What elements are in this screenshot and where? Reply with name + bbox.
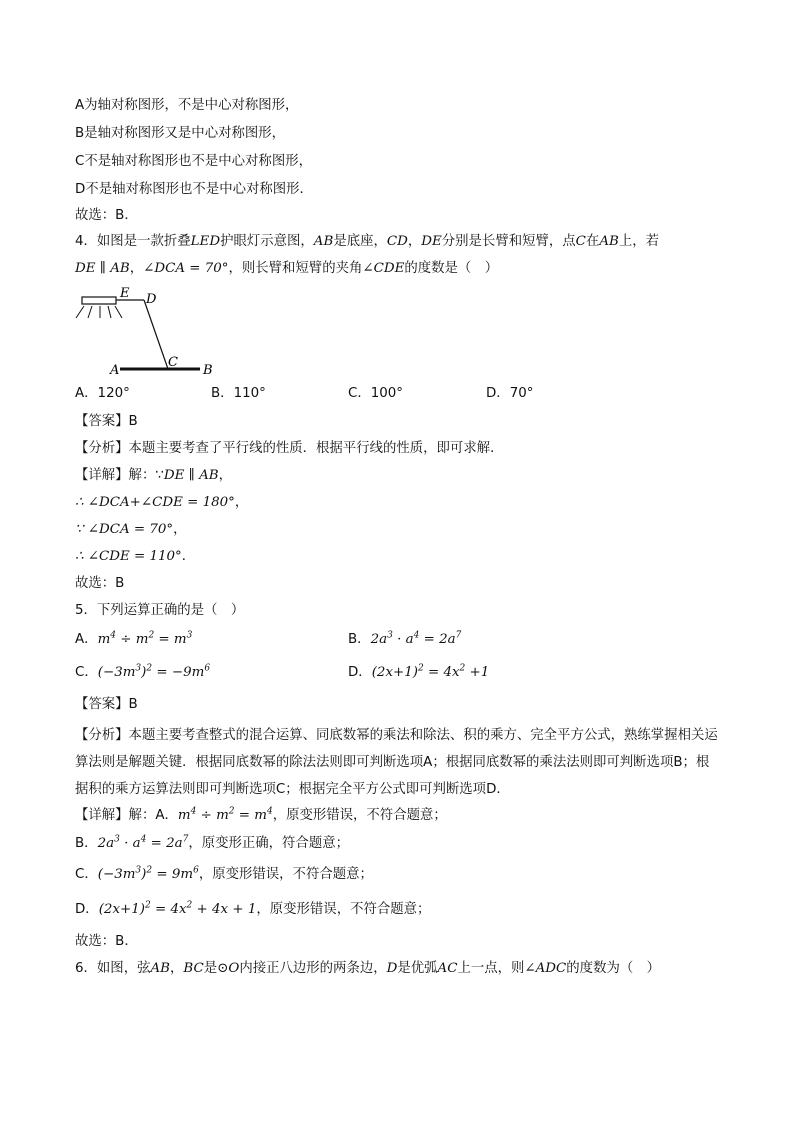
q6-angle: ∠ADC [524,961,567,976]
light-ray [115,306,122,318]
q4-detail-line4 [75,547,195,567]
q4-detail-line1 [75,466,232,486]
q5-option-b: B．$2a^3 \cdot a^4 = 2a^7$ [348,630,462,647]
long-arm-dc [144,300,168,369]
q6-ab: AB [150,961,170,976]
q5-option-label: C． [75,665,98,680]
q5-detail-head: D． [75,902,99,917]
q4-detail-punct: ． [181,549,196,564]
label-e: E [120,287,130,301]
q6-text: ， [170,961,184,976]
q4-detail-line2 [75,493,248,513]
q6-text: 上一点，则 [457,961,525,976]
q4-text: 分别是长臂和短臂，点 [441,234,576,249]
q4-text: ，则长臂和短臂的夹角 [228,261,363,276]
q5-choose: 故选：B． [75,934,138,949]
q4-cd: CD [386,234,408,249]
q4-text: 在 [585,234,600,249]
q6-text: 的度数为（ ） [566,961,661,976]
choose-line-q3: 故选：B． [75,208,138,223]
q4-cond-parallel: DE ∥ AB [75,261,130,276]
lamp-figure [68,287,218,381]
q4-detail-head: 【详解】解：∵ [75,468,164,483]
q4-detail-math: ∴ ∠CDE = 110° [75,549,182,564]
solution-line-c: C不是轴对称图形也不是中心对称图形， [75,154,312,169]
solution-line-b: B是轴对称图形又是中心对称图形， [75,126,286,141]
q5-answer: 【答案】B [75,697,138,712]
q4-text: ， [407,234,422,249]
label-c: C [168,355,178,370]
q4-ab: AB [599,234,619,249]
label-d: D [146,292,157,307]
q5-option-label: B． [348,632,371,647]
q4-text: 护眼灯示意图， [220,234,314,249]
q6-d: D [386,961,398,976]
q6-text: 内接正八边形的两条边， [239,961,387,976]
q4-option-a: A．120° [75,386,130,401]
light-ray [88,306,92,318]
q5-option-label: D． [348,665,372,680]
q4-detail-math: ∵ ∠DCA = 70° [75,522,174,537]
q4-ab: AB [313,234,334,249]
q4-analysis: 【分析】本题主要考查了平行线的性质．根据平行线的性质，即可求解． [75,441,504,456]
q5-detail-tail: ，原变形正确，符合题意； [188,836,349,851]
q5-detail-a: 【详解】解：A．$m^4 \div m^2 = m^4$，原变形错误，不符合题意； [75,806,447,823]
q4-detail-math: DE ∥ AB [163,468,219,483]
q4-detail-punct: ， [218,468,232,483]
q6-ac: AC [437,961,458,976]
q4-number: 4． [75,234,97,249]
label-a: A [110,363,120,378]
q5-option-a: A．$m^4 \div m^2 = m^3$ [75,630,193,647]
q4-text: 如图是一款折叠 [96,234,191,249]
q5-detail-d: D．$(2x+1)^2 = 4x^2 + 4x + 1$，原变形错误，不符合题意； [75,900,431,917]
q6-stem [75,959,660,979]
q6-text: 6．如图，弦 [75,961,151,976]
q4-de: DE [421,234,442,249]
q6-bc: BC [183,961,204,976]
solution-line-a: A为轴对称图形，不是中心对称图形， [75,98,299,113]
q6-text: 是 [203,961,218,976]
q5-detail-head: B． [75,836,98,851]
q4-text: 的度数是（ ） [404,261,499,276]
q4-detail-line3 [75,520,187,540]
q4-option-c: C．100° [348,386,403,401]
q4-cond-angle: ∠DCA = 70° [143,261,229,276]
light-ray [76,306,84,318]
q5-detail-b: B．$2a^3 \cdot a^4 = 2a^7$，原变形正确，符合题意； [75,834,349,851]
q5-analysis: 【分析】本题主要考查整式的混合运算、同底数幂的乘法和除法、积的乘方、完全平方公式，熟练掌握相关运算法则是解题关键．根据同底数幂的除法法则即可判断选项A；根据同底数幂的乘法法则即可判断选项B；根据积的乘方运算法则即可判断选项C；根据完全平方公式即可判断选项D． [75,728,718,797]
q5-detail-head: 【详解】解：A． [75,808,178,823]
q5-stem: 5．下列运算正确的是（ ） [75,603,245,618]
q4-choose: 故选：B [75,576,125,591]
q4-text: 上，若 [618,234,659,249]
solution-line-d: D不是轴对称图形也不是中心对称图形． [75,182,313,197]
q5-detail-tail: ，原变形错误，不符合题意； [198,867,373,882]
q4-detail-math: ∴ ∠DCA+∠CDE = 180° [75,495,235,510]
q4-text: 是底座， [333,234,387,249]
q4-answer: 【答案】B [75,414,138,429]
q5-option-label: A． [75,632,98,647]
q4-stem-line1 [75,232,659,252]
q5-option-d: D．$(2x+1)^2 = 4x^2 +1$ [348,663,490,680]
lamp-head [82,297,116,304]
q6-circle: ⊙O [217,961,240,976]
q4-c: C [575,234,586,249]
q5-option-c: C．$(-3m^3)^2 = -9m^6$ [75,663,211,680]
label-b: B [203,363,213,378]
q5-detail-tail: ，原变形错误，不符合题意； [272,808,447,823]
q5-detail-head: C． [75,867,98,882]
q5-detail-tail: ，原变形错误，不符合题意； [256,902,431,917]
q4-stem-line2 [75,259,498,279]
q4-detail-punct: ， [173,522,187,537]
light-ray [108,306,111,318]
q4-option-b: B．110° [211,386,266,401]
q4-angle: ∠CDE [362,261,405,276]
q4-text: ， [129,261,144,276]
q6-text: 是优弧 [397,961,438,976]
q5-detail-c: C．$(-3m^3)^2 = 9m^6$，原变形错误，不符合题意； [75,865,373,882]
q4-option-d: D．70° [486,386,534,401]
q4-detail-punct: ， [234,495,249,510]
q4-led: LED [190,234,221,249]
